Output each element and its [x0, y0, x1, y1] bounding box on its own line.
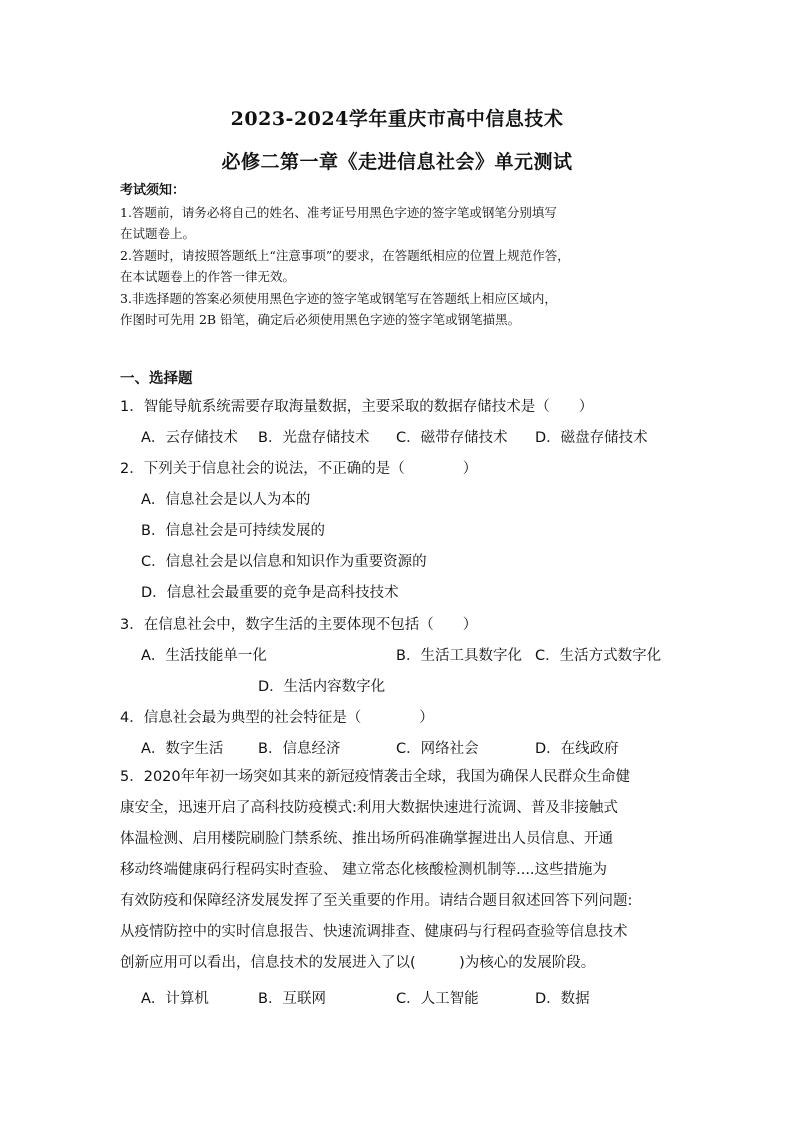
question-5-stem-line: 5．2020年年初一场突如其来的新冠疫情袭击全球，我国为确保人民群众生命健: [120, 769, 631, 785]
exam-notice: [120, 180, 680, 331]
document-title-line2: 必修二第一章《走进信息社会》单元测试: [221, 151, 573, 173]
notice-line: 3.非选择题的答案必须使用黑色字迹的签字笔或钢笔写在答题纸上相应区域内，: [120, 290, 557, 306]
question-1-stem: 1．智能导航系统需要存取海量数据，主要采取的数据存储技术是（ ）: [120, 399, 594, 415]
question-5-option-b: B．互联网: [258, 991, 326, 1007]
question-2-stem: 2．下列关于信息社会的说法，不正确的是（ ）: [120, 461, 478, 477]
question-5-stem-line: 体温检测、启用楼院刷脸门禁系统、推出场所码准确掌握进出人员信息、开通: [120, 831, 613, 847]
question-2-option-d: D．信息社会最重要的竞争是高科技技术: [141, 585, 399, 601]
question-3-stem: 3．在信息社会中，数字生活的主要体现不包括（ ）: [120, 617, 478, 633]
question-4-option-c: C．网络社会: [396, 741, 479, 757]
question-3-option-c: C．生活方式数字化: [535, 648, 662, 664]
question-3-option-a: A．生活技能单一化: [141, 648, 267, 664]
question-5-stem-line: 有效防疫和保障经济发展发挥了至关重要的作用。请结合题目叙述回答下列问题:: [120, 893, 633, 909]
notice-line: 在本试题卷上的作答一律无效。: [120, 269, 296, 284]
notice-title: 考试须知：: [120, 183, 186, 198]
question-3-option-d: D．生活内容数字化: [258, 679, 386, 695]
question-1-option-d: D．磁盘存储技术: [535, 430, 648, 446]
notice-line: 在试题卷上。: [120, 226, 196, 241]
notice-line: 作图时可先用 2B 铅笔，确定后必须使用黑色字迹的签字笔或钢笔描黑。: [120, 312, 521, 327]
question-5-stem-line: 移动终端健康码行程码实时查验、 建立常态化核酸检测机制等....这些措施为: [120, 862, 608, 878]
question-3-option-b: B．生活工具数字化: [396, 648, 522, 664]
question-2-option-c: C．信息社会是以信息和知识作为重要资源的: [141, 554, 427, 570]
question-1-option-b: B．光盘存储技术: [258, 430, 370, 446]
question-5-stem-line: 康安全，迅速开启了高科技防疫模式:利用大数据快速进行流调、普及非接触式: [120, 800, 618, 816]
question-4-option-b: B．信息经济: [258, 741, 341, 757]
section-title: 一、选择题: [120, 371, 193, 387]
question-4-option-a: A．数字生活: [141, 741, 224, 757]
question-1-option-c: C．磁带存储技术: [396, 430, 508, 446]
notice-line: 1.答题前，请务必将自己的姓名、准考证号用黑色字迹的签字笔或钢笔分别填写: [120, 204, 557, 220]
question-5-option-d: D．数据: [535, 991, 590, 1007]
question-5-option-c: C．人工智能: [396, 991, 479, 1007]
question-5-stem: [120, 762, 680, 979]
question-4-stem: 4．信息社会最为典型的社会特征是（ ）: [120, 710, 434, 726]
question-5-option-a: A．计算机: [141, 991, 209, 1007]
question-2-option-a: A．信息社会是以人为本的: [141, 492, 311, 508]
document-title-line1: 2023-2024学年重庆市高中信息技术: [230, 108, 564, 130]
question-5-stem-line: 创新应用可以看出，信息技术的发展进入了以( )为核心的发展阶段。: [120, 955, 596, 971]
question-2-option-b: B．信息社会是可持续发展的: [141, 523, 325, 539]
question-4-option-d: D．在线政府: [535, 741, 619, 757]
question-1-option-a: A．云存储技术: [141, 430, 238, 446]
notice-line: 2.答题时，请按照答题纸上“注意事项”的要求，在答题纸相应的位置上规范作答，: [120, 247, 570, 263]
question-5-stem-line: 从疫情防控中的实时信息报告、快速流调排查、健康码与行程码查验等信息技术: [120, 924, 628, 940]
